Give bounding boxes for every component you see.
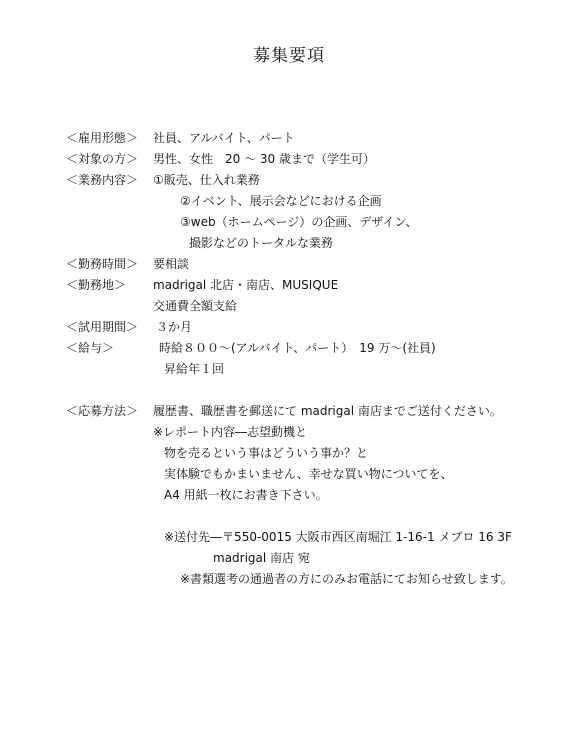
mailing-recipient: madrigal 南店 宛 <box>213 551 310 565</box>
duties-item-1: ①販売、仕入れ業務 <box>153 173 260 187</box>
report-heading: ※レポート内容―志望動機と <box>153 425 308 439</box>
mailing-address: ※送付先―〒550-0015 大阪市西区南堀江 1-16-1 メブロ 16 3F <box>164 530 512 544</box>
hours-label: ＜勤務時間＞ <box>66 257 139 271</box>
duties-item-3-continued: 撮影などのトータルな業務 <box>189 236 334 250</box>
duties-item-3: ③web（ホームページ）の企画、デザイン、 <box>180 215 418 229</box>
transport-note: 交通費全額支給 <box>153 299 238 313</box>
employment-type-value: 社員、アルバイト、パート <box>153 131 295 145</box>
page-title: 募集要項 <box>253 46 325 66</box>
target-label: ＜対象の方＞ <box>66 152 139 166</box>
report-line-1: 物を売るという事はどういう事か？と <box>164 446 369 460</box>
employment-type-label: ＜雇用形態＞ <box>66 131 139 145</box>
location-label: ＜勤務地＞ <box>66 278 127 292</box>
location-value: madrigal 北店・南店、MUSIQUE <box>153 278 339 292</box>
report-line-3: A4 用紙一枚にお書き下さい。 <box>164 488 328 502</box>
salary-raise: 昇給年１回 <box>164 362 225 376</box>
apply-value: 履歴書、職歴書を郵送にて madrigal 南店までご送付ください。 <box>153 404 502 418</box>
salary-value: 時給８００～(アルバイト、パート） 19 万～(社員) <box>159 341 436 355</box>
report-line-2: 実体験でもかまいません、幸せな買い物についてを、 <box>164 467 453 481</box>
duties-item-2: ②イベント、展示会などにおける企画 <box>180 194 382 208</box>
hours-value: 要相談 <box>153 257 190 271</box>
selection-notice: ※書類選考の通過者の方にのみお電話にてお知らせ致します。 <box>180 572 513 586</box>
apply-label: ＜応募方法＞ <box>66 404 139 418</box>
salary-label: ＜給与＞ <box>66 341 115 355</box>
target-value: 男性、女性 20 ～ 30 歳まで（学生可） <box>153 152 375 166</box>
duties-label: ＜業務内容＞ <box>66 173 139 187</box>
trial-value: ３か月 <box>156 320 193 334</box>
trial-label: ＜試用期間＞ <box>66 320 139 334</box>
